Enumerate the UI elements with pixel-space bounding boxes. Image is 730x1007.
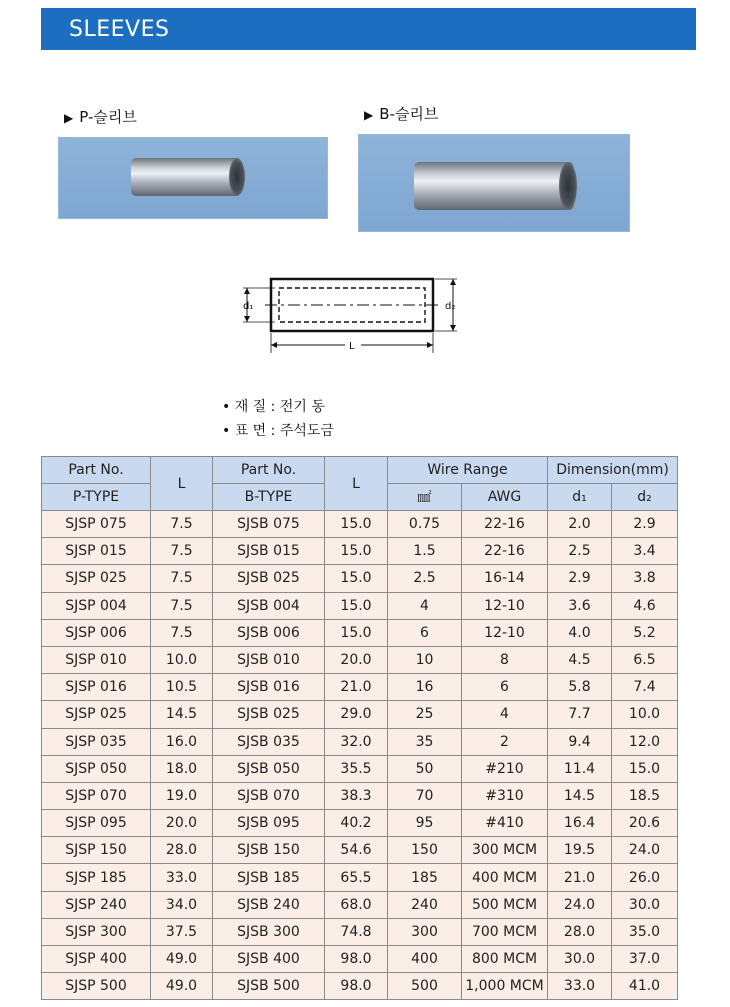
header-d1: d₁	[548, 484, 612, 511]
p-length-cell: 49.0	[151, 946, 213, 973]
dim-d2-cell: 3.4	[612, 538, 678, 565]
header-b-type: B-TYPE	[213, 484, 325, 511]
dim-d1-cell: 5.8	[548, 674, 612, 701]
p-length-cell: 7.5	[151, 592, 213, 619]
p-part-no-cell: SJSP 050	[42, 755, 151, 782]
b-length-cell: 98.0	[325, 946, 388, 973]
d1-label: d₁	[243, 301, 254, 312]
dim-d1-cell: 9.4	[548, 728, 612, 755]
p-part-no-cell: SJSP 150	[42, 837, 151, 864]
wire-mm2-cell: 70	[388, 782, 462, 809]
b-part-no-cell: SJSB 075	[213, 511, 325, 538]
title-bar	[41, 8, 696, 50]
l-arrow-left	[271, 342, 277, 348]
b-length-cell: 68.0	[325, 891, 388, 918]
p-part-no-cell: SJSP 300	[42, 918, 151, 945]
wire-awg-cell: 6	[462, 674, 548, 701]
p-part-no-cell: SJSP 095	[42, 810, 151, 837]
p-part-no-cell: SJSP 400	[42, 946, 151, 973]
p-length-cell: 7.5	[151, 619, 213, 646]
b-part-no-cell: SJSB 070	[213, 782, 325, 809]
dim-d1-cell: 4.5	[548, 646, 612, 673]
p-length-cell: 7.5	[151, 565, 213, 592]
dim-d2-cell: 3.8	[612, 565, 678, 592]
wire-awg-cell: 12-10	[462, 592, 548, 619]
table-row	[42, 701, 678, 728]
header-p-type: P-TYPE	[42, 484, 151, 511]
b-length-cell: 65.5	[325, 864, 388, 891]
p-length-cell: 10.0	[151, 646, 213, 673]
b-part-no-cell: SJSB 240	[213, 891, 325, 918]
b-length-cell: 40.2	[325, 810, 388, 837]
b-part-no-cell: SJSB 095	[213, 810, 325, 837]
wire-awg-cell: 700 MCM	[462, 918, 548, 945]
d2-arrow-top	[450, 279, 456, 285]
p-length-cell: 18.0	[151, 755, 213, 782]
b-sleeve-caption	[364, 103, 438, 124]
diagram-svg	[235, 275, 475, 360]
p-part-no-cell: SJSP 185	[42, 864, 151, 891]
header-awg: AWG	[462, 484, 548, 511]
header-length-b: L	[325, 457, 388, 511]
p-part-no-cell: SJSP 015	[42, 538, 151, 565]
table-row	[42, 511, 678, 538]
d1-arrow-bottom	[244, 316, 250, 322]
dim-d1-cell: 3.6	[548, 592, 612, 619]
b-length-cell: 15.0	[325, 619, 388, 646]
b-length-cell: 21.0	[325, 674, 388, 701]
p-length-cell: 20.0	[151, 810, 213, 837]
table-row	[42, 782, 678, 809]
wire-awg-cell: 8	[462, 646, 548, 673]
wire-mm2-cell: 4	[388, 592, 462, 619]
wire-mm2-cell: 35	[388, 728, 462, 755]
b-length-cell: 35.5	[325, 755, 388, 782]
triangle-right-icon: ▶	[64, 111, 74, 125]
wire-awg-cell: 400 MCM	[462, 864, 548, 891]
dim-d1-cell: 7.7	[548, 701, 612, 728]
length-label: L	[349, 341, 355, 352]
d2-label: d₂	[445, 301, 456, 312]
dim-d1-cell: 2.5	[548, 538, 612, 565]
b-part-no-cell: SJSB 016	[213, 674, 325, 701]
dim-d2-cell: 6.5	[612, 646, 678, 673]
p-length-cell: 19.0	[151, 782, 213, 809]
p-part-no-cell: SJSP 025	[42, 565, 151, 592]
dim-d1-cell: 11.4	[548, 755, 612, 782]
b-length-cell: 15.0	[325, 538, 388, 565]
b-part-no-cell: SJSB 500	[213, 973, 325, 1000]
wire-mm2-cell: 2.5	[388, 565, 462, 592]
wire-mm2-cell: 95	[388, 810, 462, 837]
table-row	[42, 973, 678, 1000]
dim-d2-cell: 41.0	[612, 973, 678, 1000]
table-row	[42, 728, 678, 755]
wire-mm2-cell: 400	[388, 946, 462, 973]
sleeve-dimension-diagram	[235, 275, 475, 360]
table-row	[42, 837, 678, 864]
page-title: SLEEVES	[69, 17, 170, 42]
wire-mm2-cell: 1.5	[388, 538, 462, 565]
p-part-no-cell: SJSP 035	[42, 728, 151, 755]
b-part-no-cell: SJSB 400	[213, 946, 325, 973]
wire-mm2-cell: 185	[388, 864, 462, 891]
b-length-cell: 38.3	[325, 782, 388, 809]
b-length-cell: 15.0	[325, 511, 388, 538]
table-row	[42, 592, 678, 619]
dim-d1-cell: 2.9	[548, 565, 612, 592]
p-sleeve-tube	[131, 158, 241, 196]
wire-mm2-cell: 25	[388, 701, 462, 728]
wire-awg-cell: #210	[462, 755, 548, 782]
table-row	[42, 674, 678, 701]
header-wire-range: Wire Range	[388, 457, 548, 484]
wire-awg-cell: 22-16	[462, 511, 548, 538]
wire-awg-cell: 2	[462, 728, 548, 755]
dim-d2-cell: 26.0	[612, 864, 678, 891]
b-part-no-cell: SJSB 035	[213, 728, 325, 755]
wire-awg-cell: #310	[462, 782, 548, 809]
p-part-no-cell: SJSP 240	[42, 891, 151, 918]
p-length-cell: 14.5	[151, 701, 213, 728]
triangle-right-icon: ▶	[364, 108, 374, 122]
b-length-cell: 32.0	[325, 728, 388, 755]
dim-d2-cell: 18.5	[612, 782, 678, 809]
wire-mm2-cell: 6	[388, 619, 462, 646]
p-part-no-cell: SJSP 075	[42, 511, 151, 538]
header-mm2: ㎟	[388, 484, 462, 511]
wire-awg-cell: 800 MCM	[462, 946, 548, 973]
d1-arrow-top	[244, 288, 250, 294]
p-length-cell: 10.5	[151, 674, 213, 701]
dim-d2-cell: 20.6	[612, 810, 678, 837]
b-part-no-cell: SJSB 006	[213, 619, 325, 646]
dim-d2-cell: 15.0	[612, 755, 678, 782]
spec-table-body	[42, 511, 678, 1000]
b-part-no-cell: SJSB 015	[213, 538, 325, 565]
dim-d2-cell: 24.0	[612, 837, 678, 864]
p-length-cell: 37.5	[151, 918, 213, 945]
p-length-cell: 7.5	[151, 511, 213, 538]
b-sleeve-tube	[414, 162, 574, 210]
b-part-no-cell: SJSB 004	[213, 592, 325, 619]
table-row	[42, 646, 678, 673]
wire-awg-cell: #410	[462, 810, 548, 837]
wire-mm2-cell: 50	[388, 755, 462, 782]
wire-mm2-cell: 16	[388, 674, 462, 701]
b-length-cell: 98.0	[325, 973, 388, 1000]
p-part-no-cell: SJSP 070	[42, 782, 151, 809]
b-sleeve-label: B-슬리브	[379, 105, 439, 123]
dim-d2-cell: 35.0	[612, 918, 678, 945]
b-length-cell: 74.8	[325, 918, 388, 945]
wire-mm2-cell: 300	[388, 918, 462, 945]
dim-d2-cell: 37.0	[612, 946, 678, 973]
table-row	[42, 619, 678, 646]
table-row	[42, 538, 678, 565]
d2-arrow-bottom	[450, 325, 456, 331]
wire-awg-cell: 4	[462, 701, 548, 728]
table-header-row	[42, 457, 678, 484]
b-sleeve-photo	[358, 134, 630, 232]
dim-d2-cell: 10.0	[612, 701, 678, 728]
b-length-cell: 15.0	[325, 592, 388, 619]
b-part-no-cell: SJSB 025	[213, 701, 325, 728]
p-length-cell: 16.0	[151, 728, 213, 755]
dim-d1-cell: 4.0	[548, 619, 612, 646]
wire-awg-cell: 500 MCM	[462, 891, 548, 918]
wire-mm2-cell: 0.75	[388, 511, 462, 538]
wire-awg-cell: 22-16	[462, 538, 548, 565]
dim-d2-cell: 12.0	[612, 728, 678, 755]
table-row	[42, 864, 678, 891]
dim-d1-cell: 2.0	[548, 511, 612, 538]
dim-d1-cell: 33.0	[548, 973, 612, 1000]
p-sleeve-caption	[64, 106, 137, 127]
dim-d2-cell: 5.2	[612, 619, 678, 646]
b-length-cell: 15.0	[325, 565, 388, 592]
p-sleeve-label: P-슬리브	[79, 108, 137, 126]
p-length-cell: 7.5	[151, 538, 213, 565]
b-part-no-cell: SJSB 150	[213, 837, 325, 864]
dim-d1-cell: 28.0	[548, 918, 612, 945]
b-part-no-cell: SJSB 050	[213, 755, 325, 782]
b-length-cell: 20.0	[325, 646, 388, 673]
table-row	[42, 810, 678, 837]
table-row	[42, 565, 678, 592]
b-part-no-cell: SJSB 025	[213, 565, 325, 592]
dim-d1-cell: 19.5	[548, 837, 612, 864]
header-d2: d₂	[612, 484, 678, 511]
header-part-no-b: Part No.	[213, 457, 325, 484]
wire-awg-cell: 16-14	[462, 565, 548, 592]
wire-mm2-cell: 500	[388, 973, 462, 1000]
b-part-no-cell: SJSB 300	[213, 918, 325, 945]
b-length-cell: 54.6	[325, 837, 388, 864]
wire-awg-cell: 1,000 MCM	[462, 973, 548, 1000]
spec-table	[41, 456, 678, 1000]
p-part-no-cell: SJSP 025	[42, 701, 151, 728]
dim-d2-cell: 4.6	[612, 592, 678, 619]
dim-d1-cell: 24.0	[548, 891, 612, 918]
p-part-no-cell: SJSP 016	[42, 674, 151, 701]
dim-d1-cell: 16.4	[548, 810, 612, 837]
p-part-no-cell: SJSP 010	[42, 646, 151, 673]
wire-awg-cell: 300 MCM	[462, 837, 548, 864]
dim-d1-cell: 21.0	[548, 864, 612, 891]
l-arrow-right	[427, 342, 433, 348]
table-row	[42, 891, 678, 918]
wire-mm2-cell: 240	[388, 891, 462, 918]
b-length-cell: 29.0	[325, 701, 388, 728]
dim-d1-cell: 30.0	[548, 946, 612, 973]
p-sleeve-tube-end	[229, 158, 245, 196]
header-part-no-p: Part No.	[42, 457, 151, 484]
p-part-no-cell: SJSP 500	[42, 973, 151, 1000]
table-row	[42, 946, 678, 973]
p-length-cell: 33.0	[151, 864, 213, 891]
wire-awg-cell: 12-10	[462, 619, 548, 646]
p-length-cell: 49.0	[151, 973, 213, 1000]
dim-d2-cell: 30.0	[612, 891, 678, 918]
p-length-cell: 34.0	[151, 891, 213, 918]
wire-mm2-cell: 10	[388, 646, 462, 673]
dim-d2-cell: 2.9	[612, 511, 678, 538]
p-part-no-cell: SJSP 004	[42, 592, 151, 619]
wire-mm2-cell: 150	[388, 837, 462, 864]
dim-d1-cell: 14.5	[548, 782, 612, 809]
material-spec: • 재 질 : 전기 동	[222, 399, 325, 415]
p-part-no-cell: SJSP 006	[42, 619, 151, 646]
table-row	[42, 755, 678, 782]
dim-d2-cell: 7.4	[612, 674, 678, 701]
p-sleeve-photo	[58, 137, 328, 219]
header-dimension: Dimension(mm)	[548, 457, 678, 484]
b-part-no-cell: SJSB 010	[213, 646, 325, 673]
b-part-no-cell: SJSB 185	[213, 864, 325, 891]
p-length-cell: 28.0	[151, 837, 213, 864]
surface-spec: • 표 면 : 주석도금	[222, 423, 334, 439]
table-row	[42, 918, 678, 945]
header-length-p: L	[151, 457, 213, 511]
b-sleeve-tube-end	[559, 162, 577, 210]
